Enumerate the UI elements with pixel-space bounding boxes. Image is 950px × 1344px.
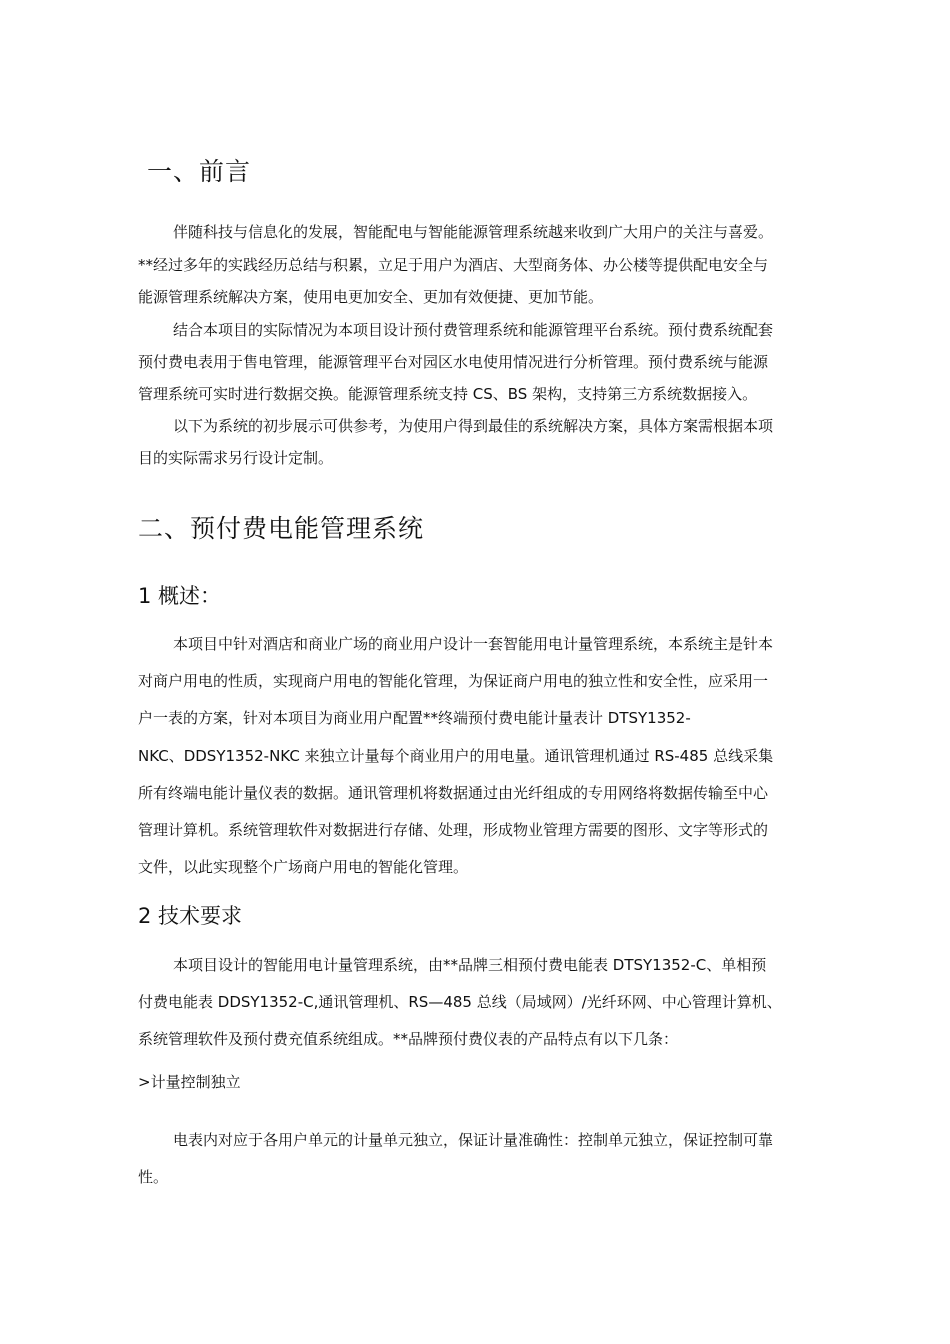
preface-p3-line-2: 目的实际需求另行设计定制。 xyxy=(138,449,334,467)
requirements-line-1: 本项目设计的智能用电计量管理系统，由**品牌三相预付费电能表 DTSY1352-C、单相预 xyxy=(173,956,767,974)
overview-heading: 1 概述： xyxy=(138,584,222,608)
overview-line-3: 户一表的方案，针对本项目为商业用户配置**终端预付费电能计量表计 DTSY1352- xyxy=(138,709,691,727)
overview-line-7: 文件，以此实现整个广场商户用电的智能化管理。 xyxy=(138,858,469,876)
preface-p1-line-3: 能源管理系统解决方案，使用电更加安全、更加有效便捷、更加节能。 xyxy=(138,288,604,306)
preface-p3-line-1: 以下为系统的初步展示可供参考，为使用户得到最佳的系统解决方案，具体方案需根据本项 xyxy=(173,417,774,435)
preface-p2-line-3: 管理系统可实时进行数据交换。能源管理系统支持 CS、BS 架构，支持第三方系统数据接入。 xyxy=(138,385,758,403)
feature-title: >计量控制独立 xyxy=(138,1073,241,1091)
overview-line-5: 所有终端电能计量仪表的数据。通讯管理机将数据通过由光纤组成的专用网络将数据传输至中心 xyxy=(138,784,769,802)
requirements-line-2: 付费电能表 DDSY1352-C,通讯管理机、RS—485 总线（局域网）/光纤环网、中心管理计算机、 xyxy=(138,993,782,1011)
preface-p2-line-1: 结合本项目的实际情况为本项目设计预付费管理系统和能源管理平台系统。预付费系统配套 xyxy=(173,321,774,339)
overview-line-4: NKC、DDSY1352-NKC 来独立计量每个商业用户的用电量。通讯管理机通过 RS-485 总线采集 xyxy=(138,747,774,765)
preface-p2-line-2: 预付费电表用于售电管理，能源管理平台对园区水电使用情况进行分析管理。预付费系统与能源 xyxy=(138,353,769,371)
preface-p1-line-1: 伴随科技与信息化的发展，智能配电与智能能源管理系统越来收到广大用户的关注与喜爱。 xyxy=(173,223,774,241)
feature-line-1: 电表内对应于各用户单元的计量单元独立，保证计量准确性：控制单元独立，保证控制可靠 xyxy=(173,1131,774,1149)
requirements-heading: 2 技术要求 xyxy=(138,904,243,928)
preface-heading: 一、前言 xyxy=(147,157,252,186)
requirements-line-3: 系统管理软件及预付费充值系统组成。**品牌预付费仪表的产品特点有以下几条： xyxy=(138,1030,679,1048)
prepaid-heading: 二、预付费电能管理系统 xyxy=(138,514,425,543)
overview-line-1: 本项目中针对酒店和商业广场的商业用户设计一套智能用电计量管理系统，本系统主是针本 xyxy=(173,635,774,653)
feature-line-2: 性。 xyxy=(138,1168,169,1186)
preface-p1-line-2: **经过多年的实践经历总结与积累，立足于用户为酒店、大型商务体、办公楼等提供配电安全与 xyxy=(138,256,769,274)
overview-line-2: 对商户用电的性质，实现商户用电的智能化管理，为保证商户用电的独立性和安全性，应采用一 xyxy=(138,672,769,690)
overview-line-6: 管理计算机。系统管理软件对数据进行存储、处理，形成物业管理方需要的图形、文字等形式的 xyxy=(138,821,769,839)
